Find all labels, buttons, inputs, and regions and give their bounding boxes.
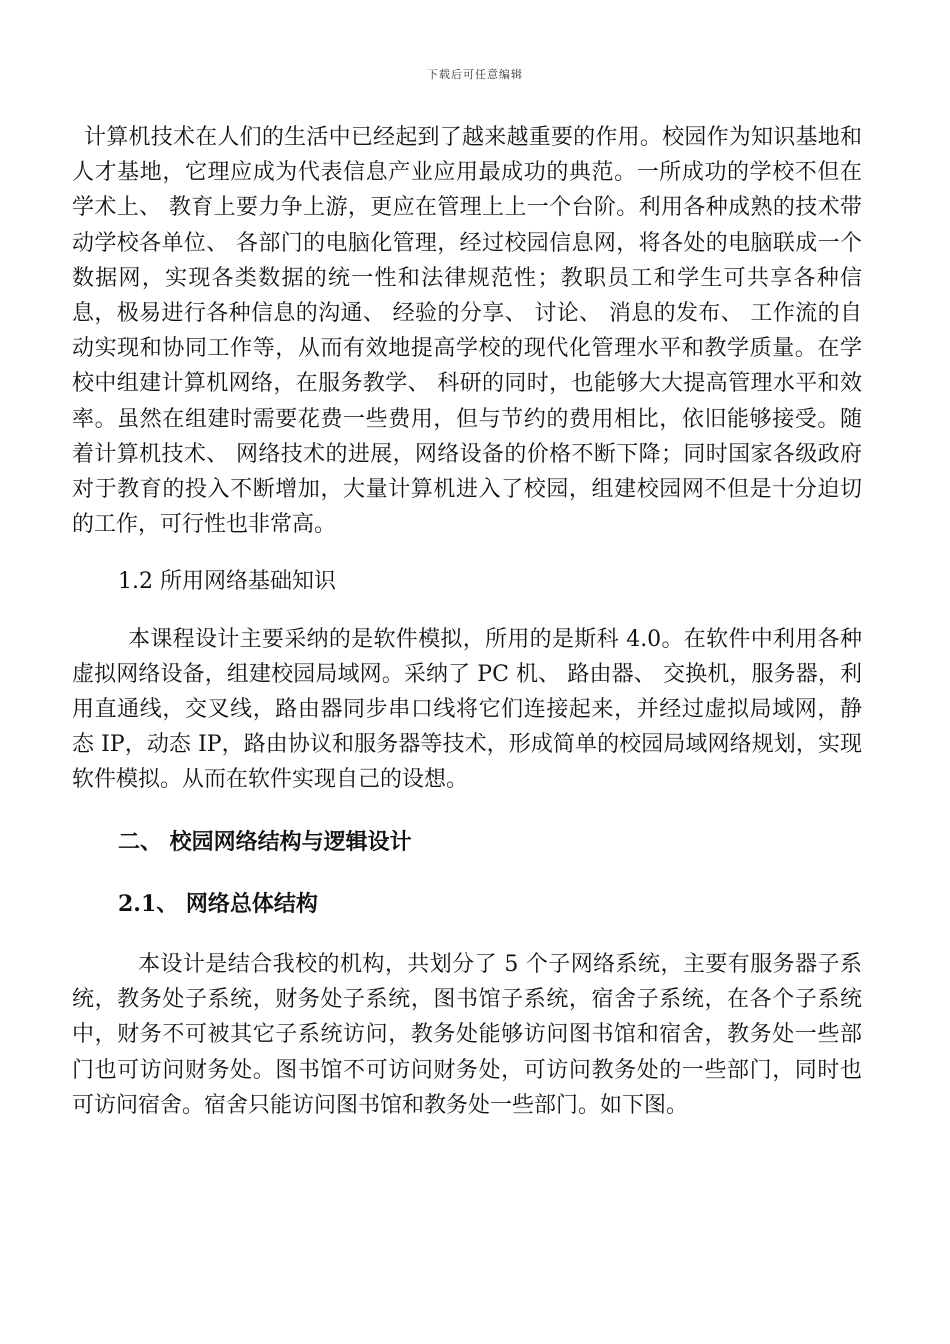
paragraph-intro: 计算机技术在人们的生活中已经起到了越来越重要的作用。校园作为知识基地和人才基地，它理应成为代表信息产业应用最成功的典范。一所成功的学校不但在学术上、 教育上要力争上游，更应在管理上上一个台阶。利用各种成熟的技术带动学校各单位、 各部门的电脑化管理，经过校园信息网，将各处的电脑联成一个数据网，实现各类数据的统一性和法律规范性；教职员工和学生可共享各种信息，极易进行各种信息的沟通、 经验的分享、 讨论、 消息的发布、 工作流的自动实现和协同工作等，从而有效地提高学校的现代化管理水平和教学质量。在学校中组建计算机网络，在服务教学、 科研的同时，也能够大大提高管理水平和效率。虽然在组建时需要花费一些费用，但与节约的费用相比，依旧能够接受。随着计算机技术、 网络技术的进展，网络设备的价格不断下降；同时国家各级政府对于教育的投入不断增加，大量计算机进入了校园，组建校园网不但是十分迫切的工作，可行性也非常高。 <box>72 125 862 538</box>
section-heading-2-1: 2.1、 网络总体结构 <box>118 890 318 917</box>
section-heading-2: 二、 校园网络结构与逻辑设计 <box>118 828 412 855</box>
paragraph-overall-structure: 本设计是结合我校的机构，共划分了 5 个子网络系统，主要有服务器子系统，教务处子系统，财务处子系统，图书馆子系统，宿舍子系统，在各个子系统中，财务不可被其它子系统访问，教务处能够访问图书馆和宿舍，教务处一些部门也可访问财务处。图书馆不可访问财务处，可访问教务处的一些部门，同时也可访问宿舍。宿舍只能访问图书馆和教务处一些部门。如下图。 <box>72 952 862 1118</box>
document-body <box>72 120 862 1123</box>
paragraph-network-basics: 本课程设计主要采纳的是软件模拟，所用的是斯科 4.0。在软件中利用各种虚拟网络设备，组建校园局域网。采纳了 PC 机、 路由器、 交换机，服务器，利用直通线，交叉线，路由器同步串口线将它们连接起来，并经过虚拟局域网，静态 IP，动态 IP，路由协议和服务器等技术，形成简单的校园局域网络规划，实现软件模拟。从而在软件实现自己的设想。 <box>72 626 862 793</box>
header-note: 下载后可任意编辑 <box>427 68 523 81</box>
section-heading-1-2: 1.2 所用网络基础知识 <box>118 569 336 595</box>
